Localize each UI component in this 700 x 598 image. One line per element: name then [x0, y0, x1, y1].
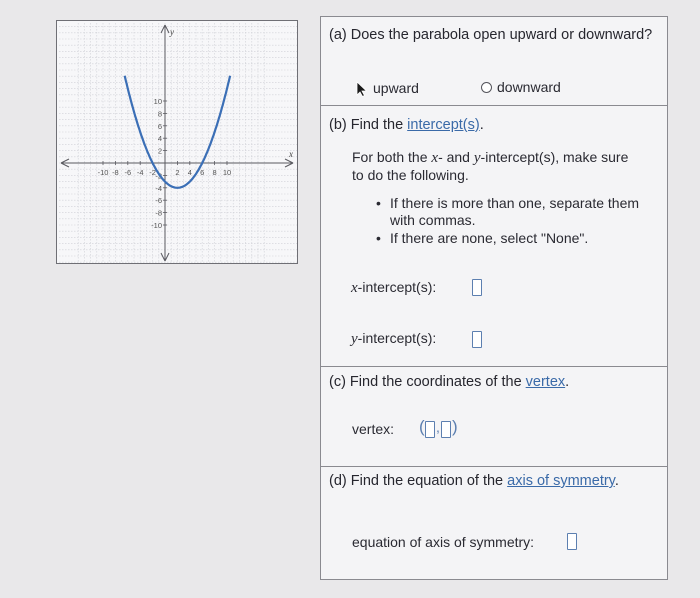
radio-downward-label: downward — [497, 79, 561, 95]
bullet-none: • If there are none, select "None". — [376, 230, 639, 247]
parabola-graph — [57, 21, 299, 265]
x-tick-label: 8 — [212, 168, 217, 177]
x-tick-label: -8 — [112, 168, 119, 177]
intercept-instructions-line2: to do the following. — [352, 167, 469, 183]
vertex-x-input[interactable] — [425, 421, 435, 438]
y-tick-label: 8 — [157, 109, 162, 119]
part-d-question: (d) Find the equation of the axis of symmetry. — [329, 473, 619, 489]
y-axis-label: y — [170, 27, 174, 37]
y-tick-label: -8 — [155, 208, 162, 218]
x-intercept-input[interactable] — [472, 279, 482, 296]
vertex-label: vertex: — [352, 421, 395, 437]
x-intercept-label: x-intercept(s): — [351, 279, 437, 296]
axis-equation-label: equation of axis of symmetry: — [352, 534, 535, 550]
axis-of-symmetry-link[interactable]: axis of symmetry — [507, 473, 615, 489]
x-tick-label: -10 — [97, 168, 109, 177]
y-tick-label: -10 — [151, 221, 162, 230]
vertex-close-paren-icon: ) — [452, 417, 458, 436]
intercept-instructions-line1: For both the x- and y-intercept(s), make sure — [352, 149, 629, 166]
y-tick-label: 4 — [157, 134, 162, 144]
y-tick-label: -6 — [155, 196, 162, 206]
x-tick-label: -4 — [136, 168, 144, 177]
y-intercept-label: y-intercept(s): — [351, 330, 437, 347]
divider-a-b — [321, 105, 667, 106]
x-tick-label: -2 — [149, 168, 156, 177]
vertex-comma-icon: , — [436, 419, 440, 435]
divider-b-c — [321, 366, 667, 367]
vertex-link[interactable]: vertex — [525, 374, 566, 390]
axis-equation-input[interactable] — [567, 533, 577, 550]
question-panel — [320, 16, 668, 580]
instruction-bullets — [376, 195, 639, 248]
y-tick-label: -2 — [155, 171, 162, 181]
part-b-suffix: . — [479, 117, 484, 133]
part-b-question — [329, 117, 484, 133]
vertex-y-input[interactable] — [441, 421, 451, 438]
x-tick-label: -6 — [124, 168, 132, 177]
x-tick-label: 6 — [200, 168, 205, 177]
cursor-icon — [355, 81, 369, 97]
part-c-question: (c) Find the coordinates of the vertex. — [329, 374, 570, 390]
radio-downward[interactable] — [481, 79, 591, 99]
radio-downward-circle[interactable] — [481, 82, 492, 93]
intercepts-link[interactable]: intercept(s) — [407, 117, 480, 133]
graph-panel — [56, 20, 298, 264]
y-tick-label: -4 — [155, 183, 162, 193]
y-tick-label: 2 — [157, 146, 162, 156]
vertex-input-group — [419, 417, 463, 441]
bullet-multiple: • If there is more than one, separate them with commas. — [376, 195, 639, 229]
y-tick-label: 10 — [153, 97, 162, 106]
divider-c-d — [321, 466, 667, 467]
y-intercept-input[interactable] — [472, 331, 482, 348]
part-b-prefix: (b) Find the — [329, 117, 408, 133]
x-tick-label: 4 — [187, 168, 192, 177]
x-tick-label: 2 — [175, 168, 180, 177]
radio-upward-label: upward — [373, 80, 419, 96]
radio-upward[interactable] — [355, 79, 465, 99]
vertex-open-paren-icon: ( — [419, 417, 425, 436]
x-tick-label: 10 — [222, 168, 232, 177]
part-a-question: (a) Does the parabola open upward or downward? — [329, 27, 653, 43]
x-axis-label: x — [289, 149, 293, 159]
y-tick-label: 6 — [157, 121, 162, 131]
